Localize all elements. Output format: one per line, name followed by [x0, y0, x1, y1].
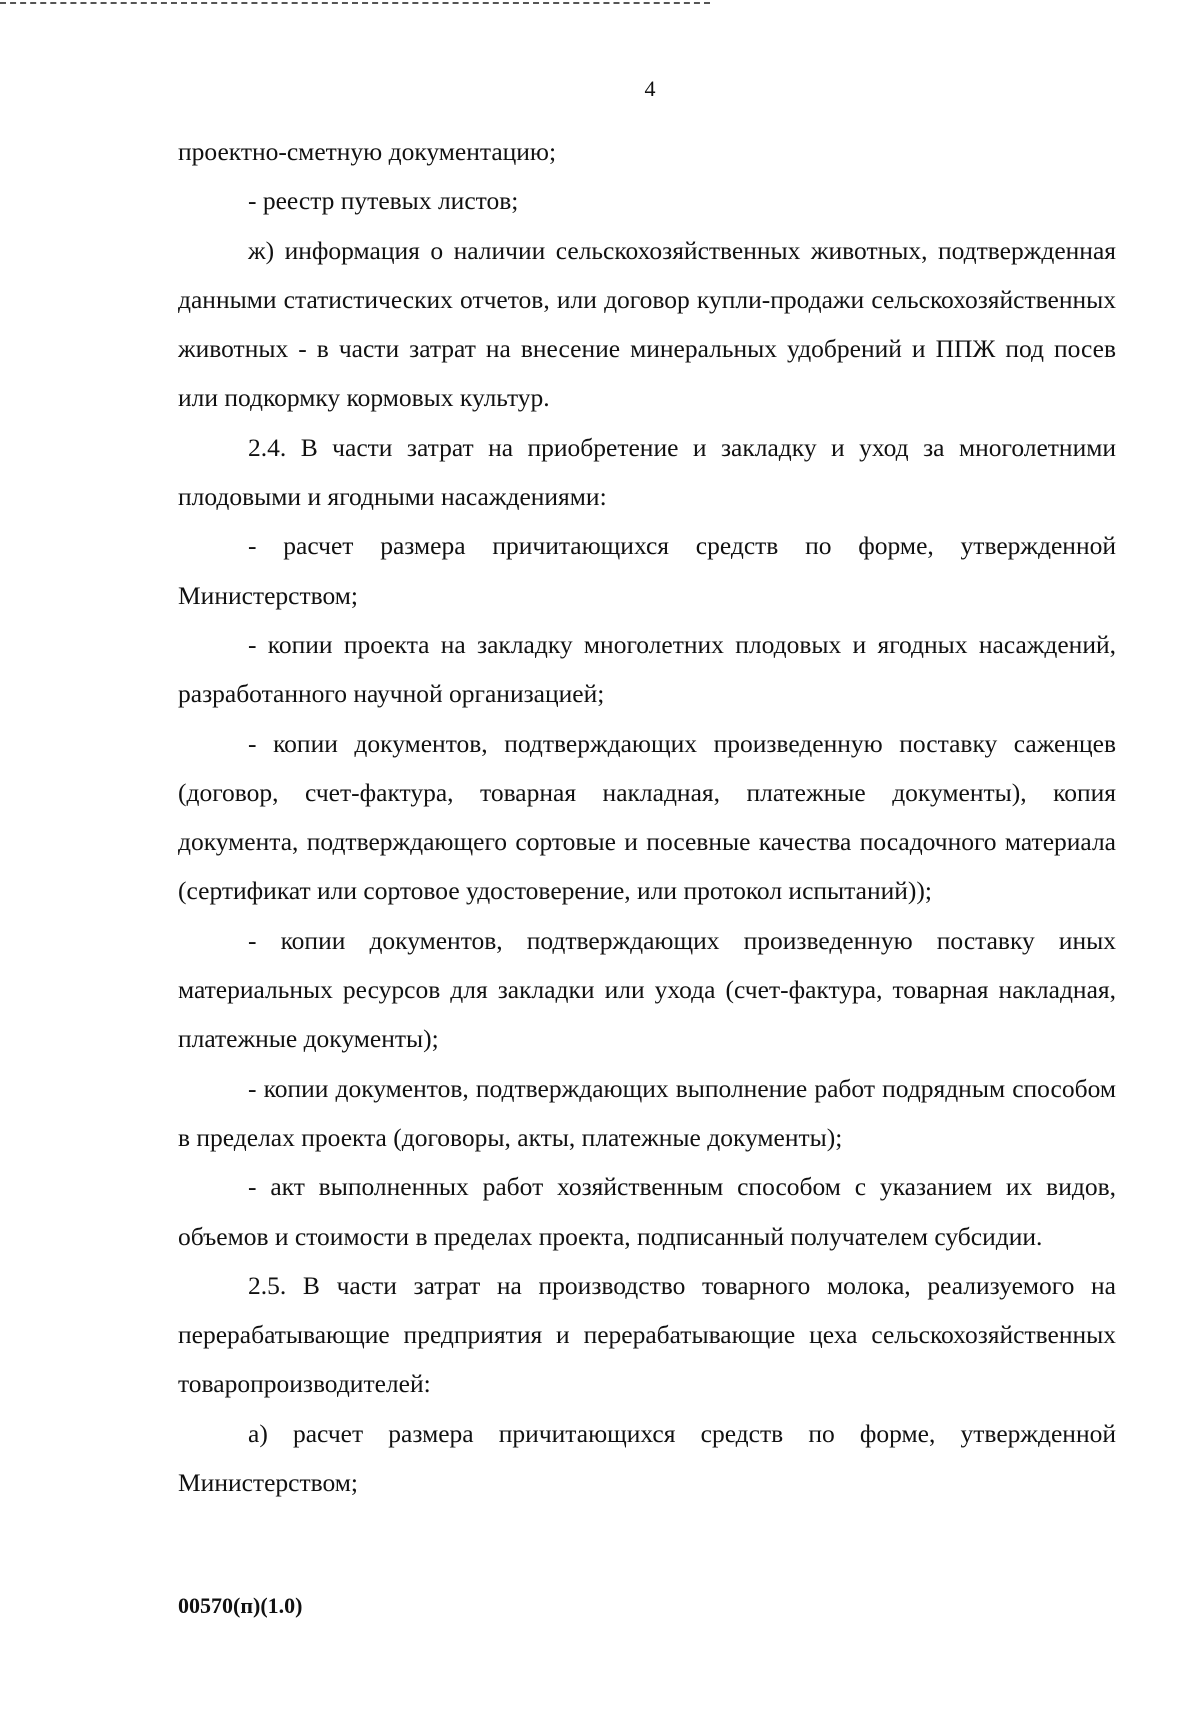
list-item-calculation-form: - расчет размера причитающихся средств по форме, утвержденной Министерством;	[178, 531, 1116, 610]
list-item-material-supply-docs: - копии документов, подтверждающих произведенную поставку иных материальных ресурсов для закладки или ухода (счет-фактура, товарная накладная, платежные документы);	[178, 925, 1116, 1054]
page-number: 4	[644, 76, 656, 101]
document-code: 00570(п)(1.0)	[178, 1593, 303, 1618]
list-item-seedling-supply-docs: - копии документов, подтверждающих произведенную поставку саженцев (договор, счет-фактура, товарная накладная, платежные документы), копия документа, подтверждающего сортовые и посевные качества посадочного материала (сертификат или сортовое удостоверение, или протокол испытаний));	[178, 728, 1116, 906]
list-item-zh-livestock-info: ж) информация о наличии сельскохозяйственных животных, подтвержденная данными статистических отчетов, или договор купли-продажи сельскохозяйственных животных - в части затрат на внесение минеральных удобрений и ППЖ под посев или подкормку кормовых культур.	[178, 235, 1116, 413]
list-item-project-copies: - копии проекта на закладку многолетних плодовых и ягодных насаждений, разработанного научной организацией;	[178, 629, 1116, 709]
list-item-contract-work-docs: - копии документов, подтверждающих выполнение работ подрядным способом в пределах проекта (договоры, акты, платежные документы);	[178, 1073, 1116, 1152]
scan-top-edge-line	[0, 2, 710, 4]
section-2-4-heading: 2.4. В части затрат на приобретение и закладку и уход за многолетними плодовыми и ягодными насаждениями:	[178, 432, 1116, 512]
list-item-a-calculation: а) расчет размера причитающихся средств по форме, утвержденной Министерством;	[178, 1418, 1116, 1498]
document-body	[178, 127, 1116, 1507]
paragraph-continuation: проектно-сметную документацию;	[178, 137, 557, 166]
list-item-waybills-register: - реестр путевых листов;	[248, 186, 519, 216]
list-item-work-act: - акт выполненных работ хозяйственным способом с указанием их видов, объемов и стоимости в пределах проекта, подписанный получателем субсидии.	[178, 1172, 1116, 1251]
section-2-5-heading: 2.5. В части затрат на производство товарного молока, реализуемого на перерабатывающие предприятия и перерабатывающие цеха сельскохозяйственных товаропроизводителей:	[178, 1270, 1116, 1399]
